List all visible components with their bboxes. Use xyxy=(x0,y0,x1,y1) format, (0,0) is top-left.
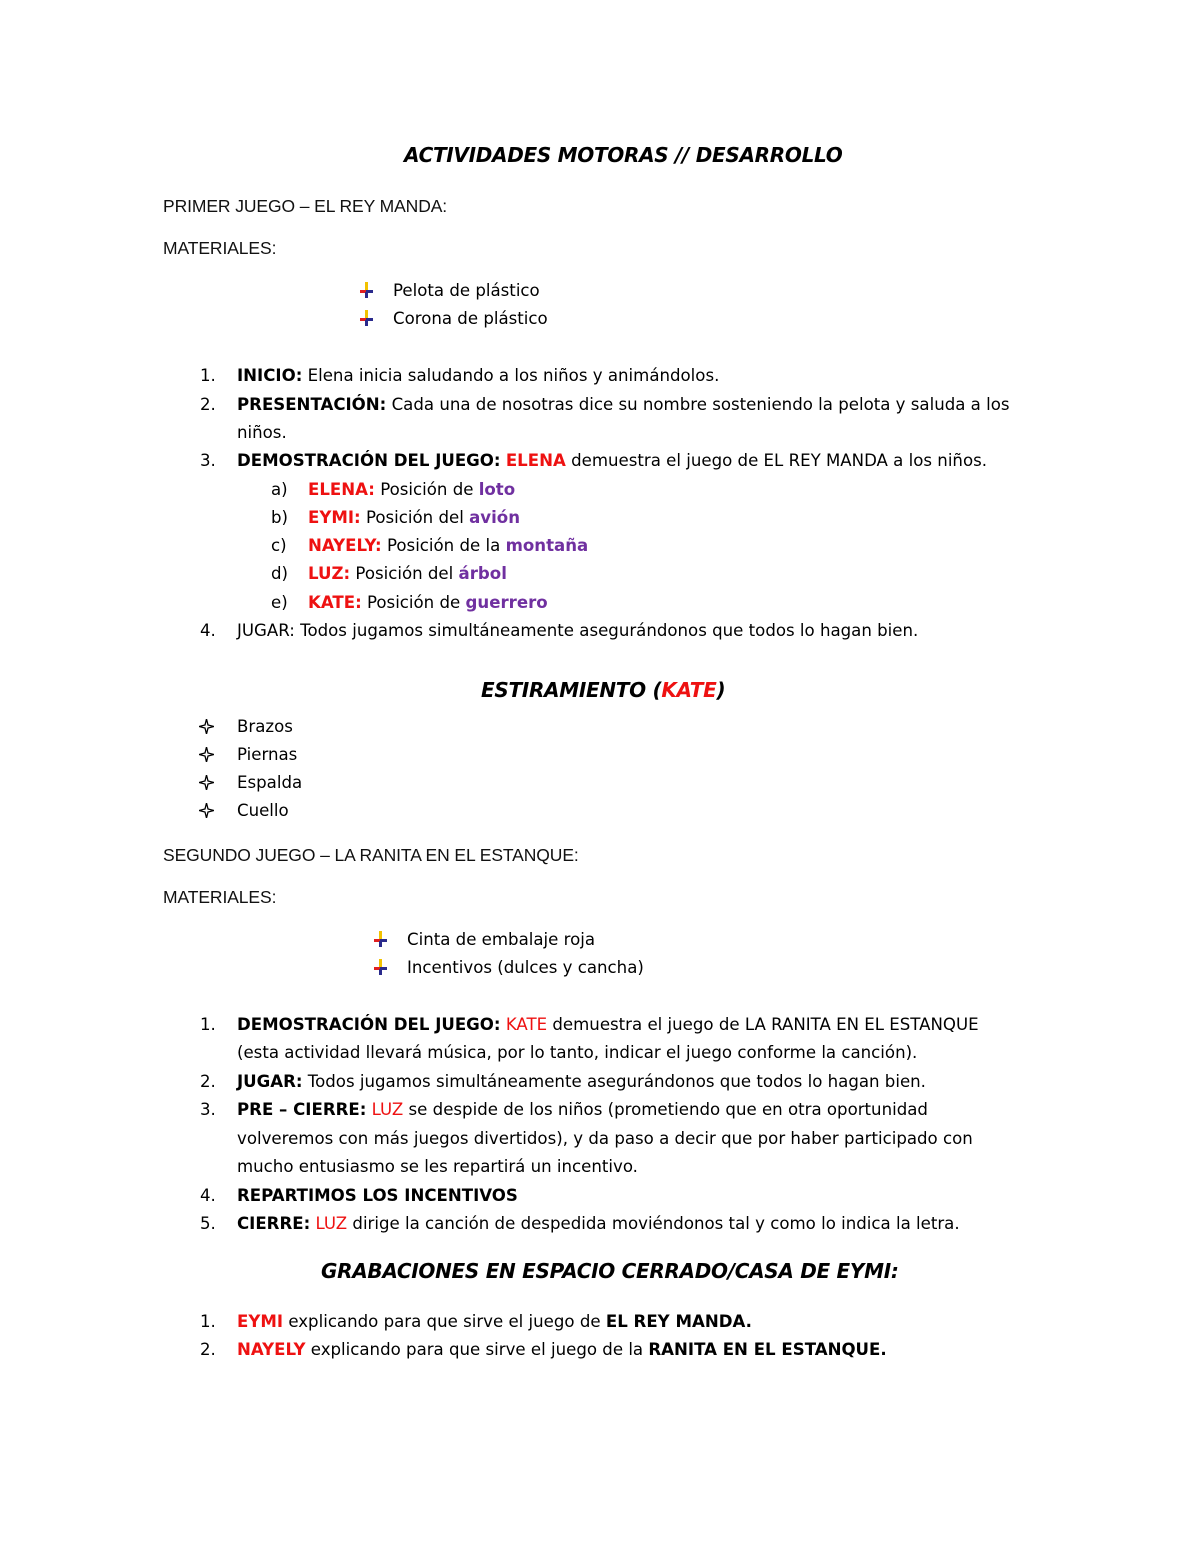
arrow-bullet-icon xyxy=(374,959,388,975)
step-number: 1. xyxy=(200,1312,216,1331)
material-item: Cinta de embalaje roja xyxy=(407,930,596,949)
four-diamond-icon xyxy=(199,747,214,762)
step-number: 2. xyxy=(200,1072,216,1091)
material-item: Corona de plástico xyxy=(393,309,548,328)
game1-step-inicio xyxy=(237,366,719,386)
step-number: 1. xyxy=(200,366,216,385)
pose-letter: a) xyxy=(271,480,288,499)
material-item: Pelota de plástico xyxy=(393,281,540,300)
person-name: KATE xyxy=(505,1015,548,1034)
game1-step-demostracion xyxy=(237,451,987,471)
step-label: PRESENTACIÓN: xyxy=(237,395,387,414)
pose-item xyxy=(308,593,548,613)
person-name: ELENA: xyxy=(308,480,375,499)
stretch-item: Cuello xyxy=(237,801,289,820)
person-name: EYMI xyxy=(237,1312,284,1331)
pose-item xyxy=(308,480,515,500)
step-text: dirige la canción de despedida moviéndonos tal y como lo indica la letra. xyxy=(347,1214,960,1233)
person-name: KATE: xyxy=(308,593,362,612)
recording-text: explicando para que sirve el juego de la xyxy=(305,1340,649,1359)
game1-materials-label: MATERIALES: xyxy=(163,238,277,258)
step-number: 4. xyxy=(200,1186,216,1205)
pose-item xyxy=(308,564,507,584)
step-label: INICIO: xyxy=(237,366,303,385)
pose-text: Posición del xyxy=(360,508,470,527)
pose-text: Posición de xyxy=(361,593,466,612)
game2-step-precierre xyxy=(237,1100,928,1120)
step-number: 2. xyxy=(200,395,216,414)
step-label: JUGAR: xyxy=(237,1072,303,1091)
step-text-continuation: niños. xyxy=(237,423,287,442)
step-number: 5. xyxy=(200,1214,216,1233)
step-text-continuation: (esta actividad llevará música, por lo tanto, indicar el juego conforme la canción). xyxy=(237,1043,918,1062)
game2-step-jugar xyxy=(237,1072,926,1092)
person-name: NAYELY: xyxy=(308,536,382,555)
step-label: DEMOSTRACIÓN DEL JUEGO: xyxy=(237,1015,501,1034)
pose-item xyxy=(308,508,520,528)
pose-text: Posición de xyxy=(374,480,479,499)
step-label: DEMOSTRACIÓN DEL JUEGO: xyxy=(237,451,501,470)
stretch-item: Brazos xyxy=(237,717,293,736)
step-label: CIERRE: xyxy=(237,1214,311,1233)
recordings-heading: GRABACIONES EN ESPACIO CERRADO/CASA DE EYMI: xyxy=(321,1259,899,1283)
pose-text: Posición de la xyxy=(381,536,506,555)
step-text-continuation: mucho entusiasmo se les repartirá un incentivo. xyxy=(237,1157,638,1176)
step-text: se despide de los niños (prometiendo que en otra oportunidad xyxy=(403,1100,928,1119)
recording-item xyxy=(237,1340,887,1360)
person-name: LUZ xyxy=(371,1100,404,1119)
stretch-item: Piernas xyxy=(237,745,298,764)
game2-step-cierre xyxy=(237,1214,960,1234)
step-number: 3. xyxy=(200,451,216,470)
step-text: Cada una de nosotras dice su nombre sosteniendo la pelota y saluda a los xyxy=(386,395,1010,414)
pose-name: montaña xyxy=(505,536,589,555)
stretch-heading-text: ESTIRAMIENTO ( xyxy=(481,678,662,702)
four-diamond-icon xyxy=(199,719,214,734)
stretch-item: Espalda xyxy=(237,773,303,792)
game1-heading: PRIMER JUEGO – EL REY MANDA: xyxy=(163,196,448,216)
pose-item xyxy=(308,536,588,556)
step-number: 2. xyxy=(200,1340,216,1359)
four-diamond-icon xyxy=(199,803,214,818)
step-text-continuation: volveremos con más juegos divertidos), y da paso a decir que por haber participado con xyxy=(237,1129,973,1148)
pose-letter: b) xyxy=(271,508,289,527)
arrow-bullet-icon xyxy=(360,310,374,326)
game1-step-presentacion xyxy=(237,395,1010,415)
game2-heading: SEGUNDO JUEGO – LA RANITA EN EL ESTANQUE: xyxy=(163,845,579,865)
pose-name: avión xyxy=(469,508,521,527)
arrow-bullet-icon xyxy=(374,931,388,947)
step-text: demuestra el juego de EL REY MANDA a los niños. xyxy=(565,451,988,470)
recording-item xyxy=(237,1312,752,1332)
person-name: LUZ xyxy=(315,1214,348,1233)
person-name: KATE xyxy=(661,678,717,702)
step-text: Todos jugamos simultáneamente asegurándonos que todos lo hagan bien. xyxy=(302,1072,926,1091)
person-name: ELENA xyxy=(505,451,566,470)
stretch-heading xyxy=(481,680,725,700)
game2-step-repartimos: REPARTIMOS LOS INCENTIVOS xyxy=(237,1186,518,1205)
recording-text: explicando para que sirve el juego de xyxy=(283,1312,606,1331)
pose-letter: d) xyxy=(271,564,289,583)
document-title: ACTIVIDADES MOTORAS // DESARROLLO xyxy=(404,143,843,167)
game-name: RANITA EN EL ESTANQUE. xyxy=(648,1340,887,1359)
pose-name: guerrero xyxy=(465,593,548,612)
step-number: 1. xyxy=(200,1015,216,1034)
step-text: Elena inicia saludando a los niños y animándolos. xyxy=(302,366,720,385)
arrow-bullet-icon xyxy=(360,282,374,298)
pose-name: loto xyxy=(478,480,516,499)
game2-step-demostracion xyxy=(237,1015,979,1035)
step-number: 4. xyxy=(200,621,216,640)
pose-text: Posición del xyxy=(350,564,459,583)
game-name: EL REY MANDA. xyxy=(605,1312,752,1331)
person-name: LUZ: xyxy=(308,564,351,583)
step-label: PRE – CIERRE: xyxy=(237,1100,367,1119)
step-number: 3. xyxy=(200,1100,216,1119)
material-item: Incentivos (dulces y cancha) xyxy=(407,958,644,977)
step-text: demuestra el juego de LA RANITA EN EL ESTANQUE xyxy=(547,1015,979,1034)
pose-name: árbol xyxy=(458,564,507,583)
pose-letter: c) xyxy=(271,536,287,555)
four-diamond-icon xyxy=(199,775,214,790)
pose-letter: e) xyxy=(271,593,288,612)
person-name: EYMI: xyxy=(308,508,361,527)
person-name: NAYELY xyxy=(237,1340,306,1359)
game2-materials-label: MATERIALES: xyxy=(163,887,277,907)
stretch-heading-close: ) xyxy=(716,678,726,702)
game1-step-jugar: JUGAR: Todos jugamos simultáneamente asegurándonos que todos lo hagan bien. xyxy=(237,621,919,640)
